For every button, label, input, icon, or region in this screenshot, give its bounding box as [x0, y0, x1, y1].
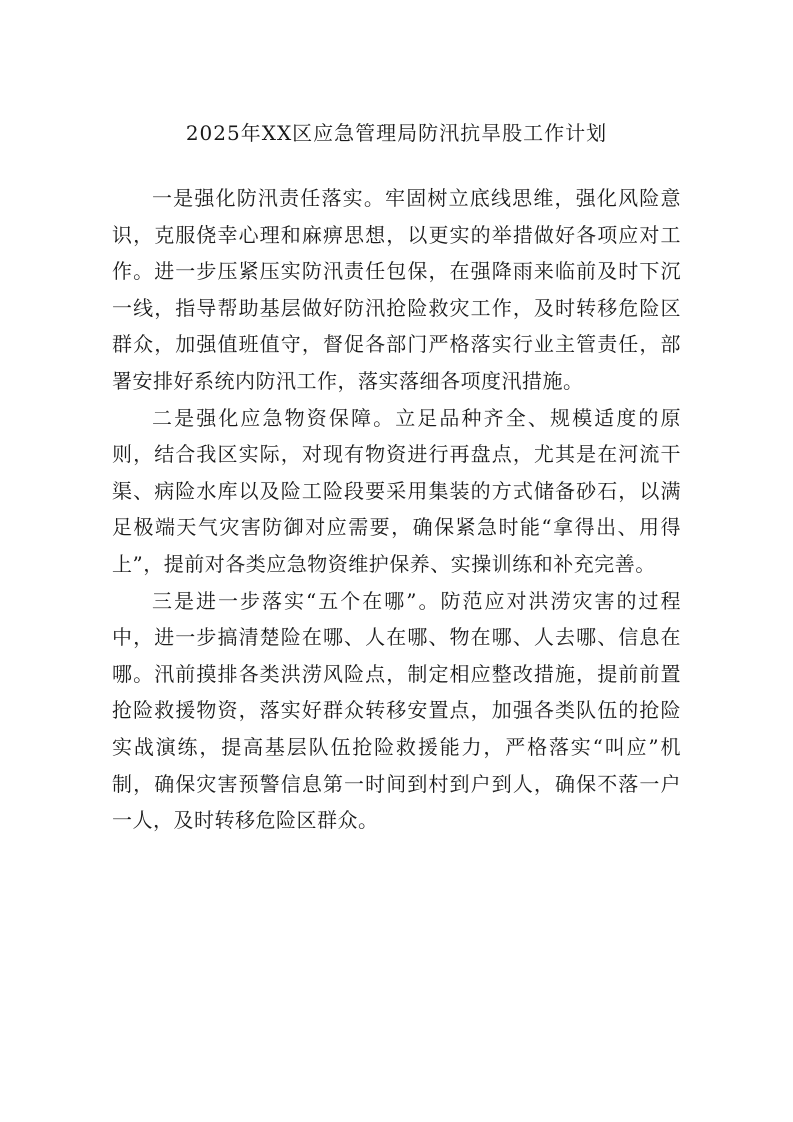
- paragraph-five-where: 三是进一步落实“五个在哪”。防范应对洪涝灾害的过程中，进一步搞清楚险在哪、人在哪、物在哪、人去哪、信息在哪。汛前摸排各类洪涝风险点，制定相应整改措施，提前前置抢险救援物资，落实好群众转移安置点，加强各类队伍的抢险实战演练，提高基层队伍抢险救援能力，严格落实“叫应”机制，确保灾害预警信息第一时间到村到户到人，确保不落一户一人，及时转移危险区群众。: [112, 588, 681, 833]
- document-body: [112, 180, 681, 839]
- paragraph-flood-responsibility: 一是强化防汛责任落实。牢固树立底线思维，强化风险意识，克服侥幸心理和麻痹思想，以更实的举措做好各项应对工作。进一步压紧压实防汛责任包保，在强降雨来临前及时下沉一线，指导帮助基层做好防汛抢险救灾工作，及时转移危险区群众，加强值班值守，督促各部门严格落实行业主管责任，部署安排好系统内防汛工作，落实落细各项度汛措施。: [112, 186, 681, 393]
- document-title: 2025年XX区应急管理局防汛抗旱股工作计划: [185, 121, 608, 145]
- paragraph-emergency-supplies: 二是强化应急物资保障。立足品种齐全、规模适度的原则，结合我区实际，对现有物资进行再盘点，尤其是在河流干渠、病险水库以及险工险段要采用集装的方式储备砂石，以满足极端天气灾害防御对应需要，确保紧急时能“拿得出、用得上”，提前对各类应急物资维护保养、实操训练和补充完善。: [112, 405, 681, 576]
